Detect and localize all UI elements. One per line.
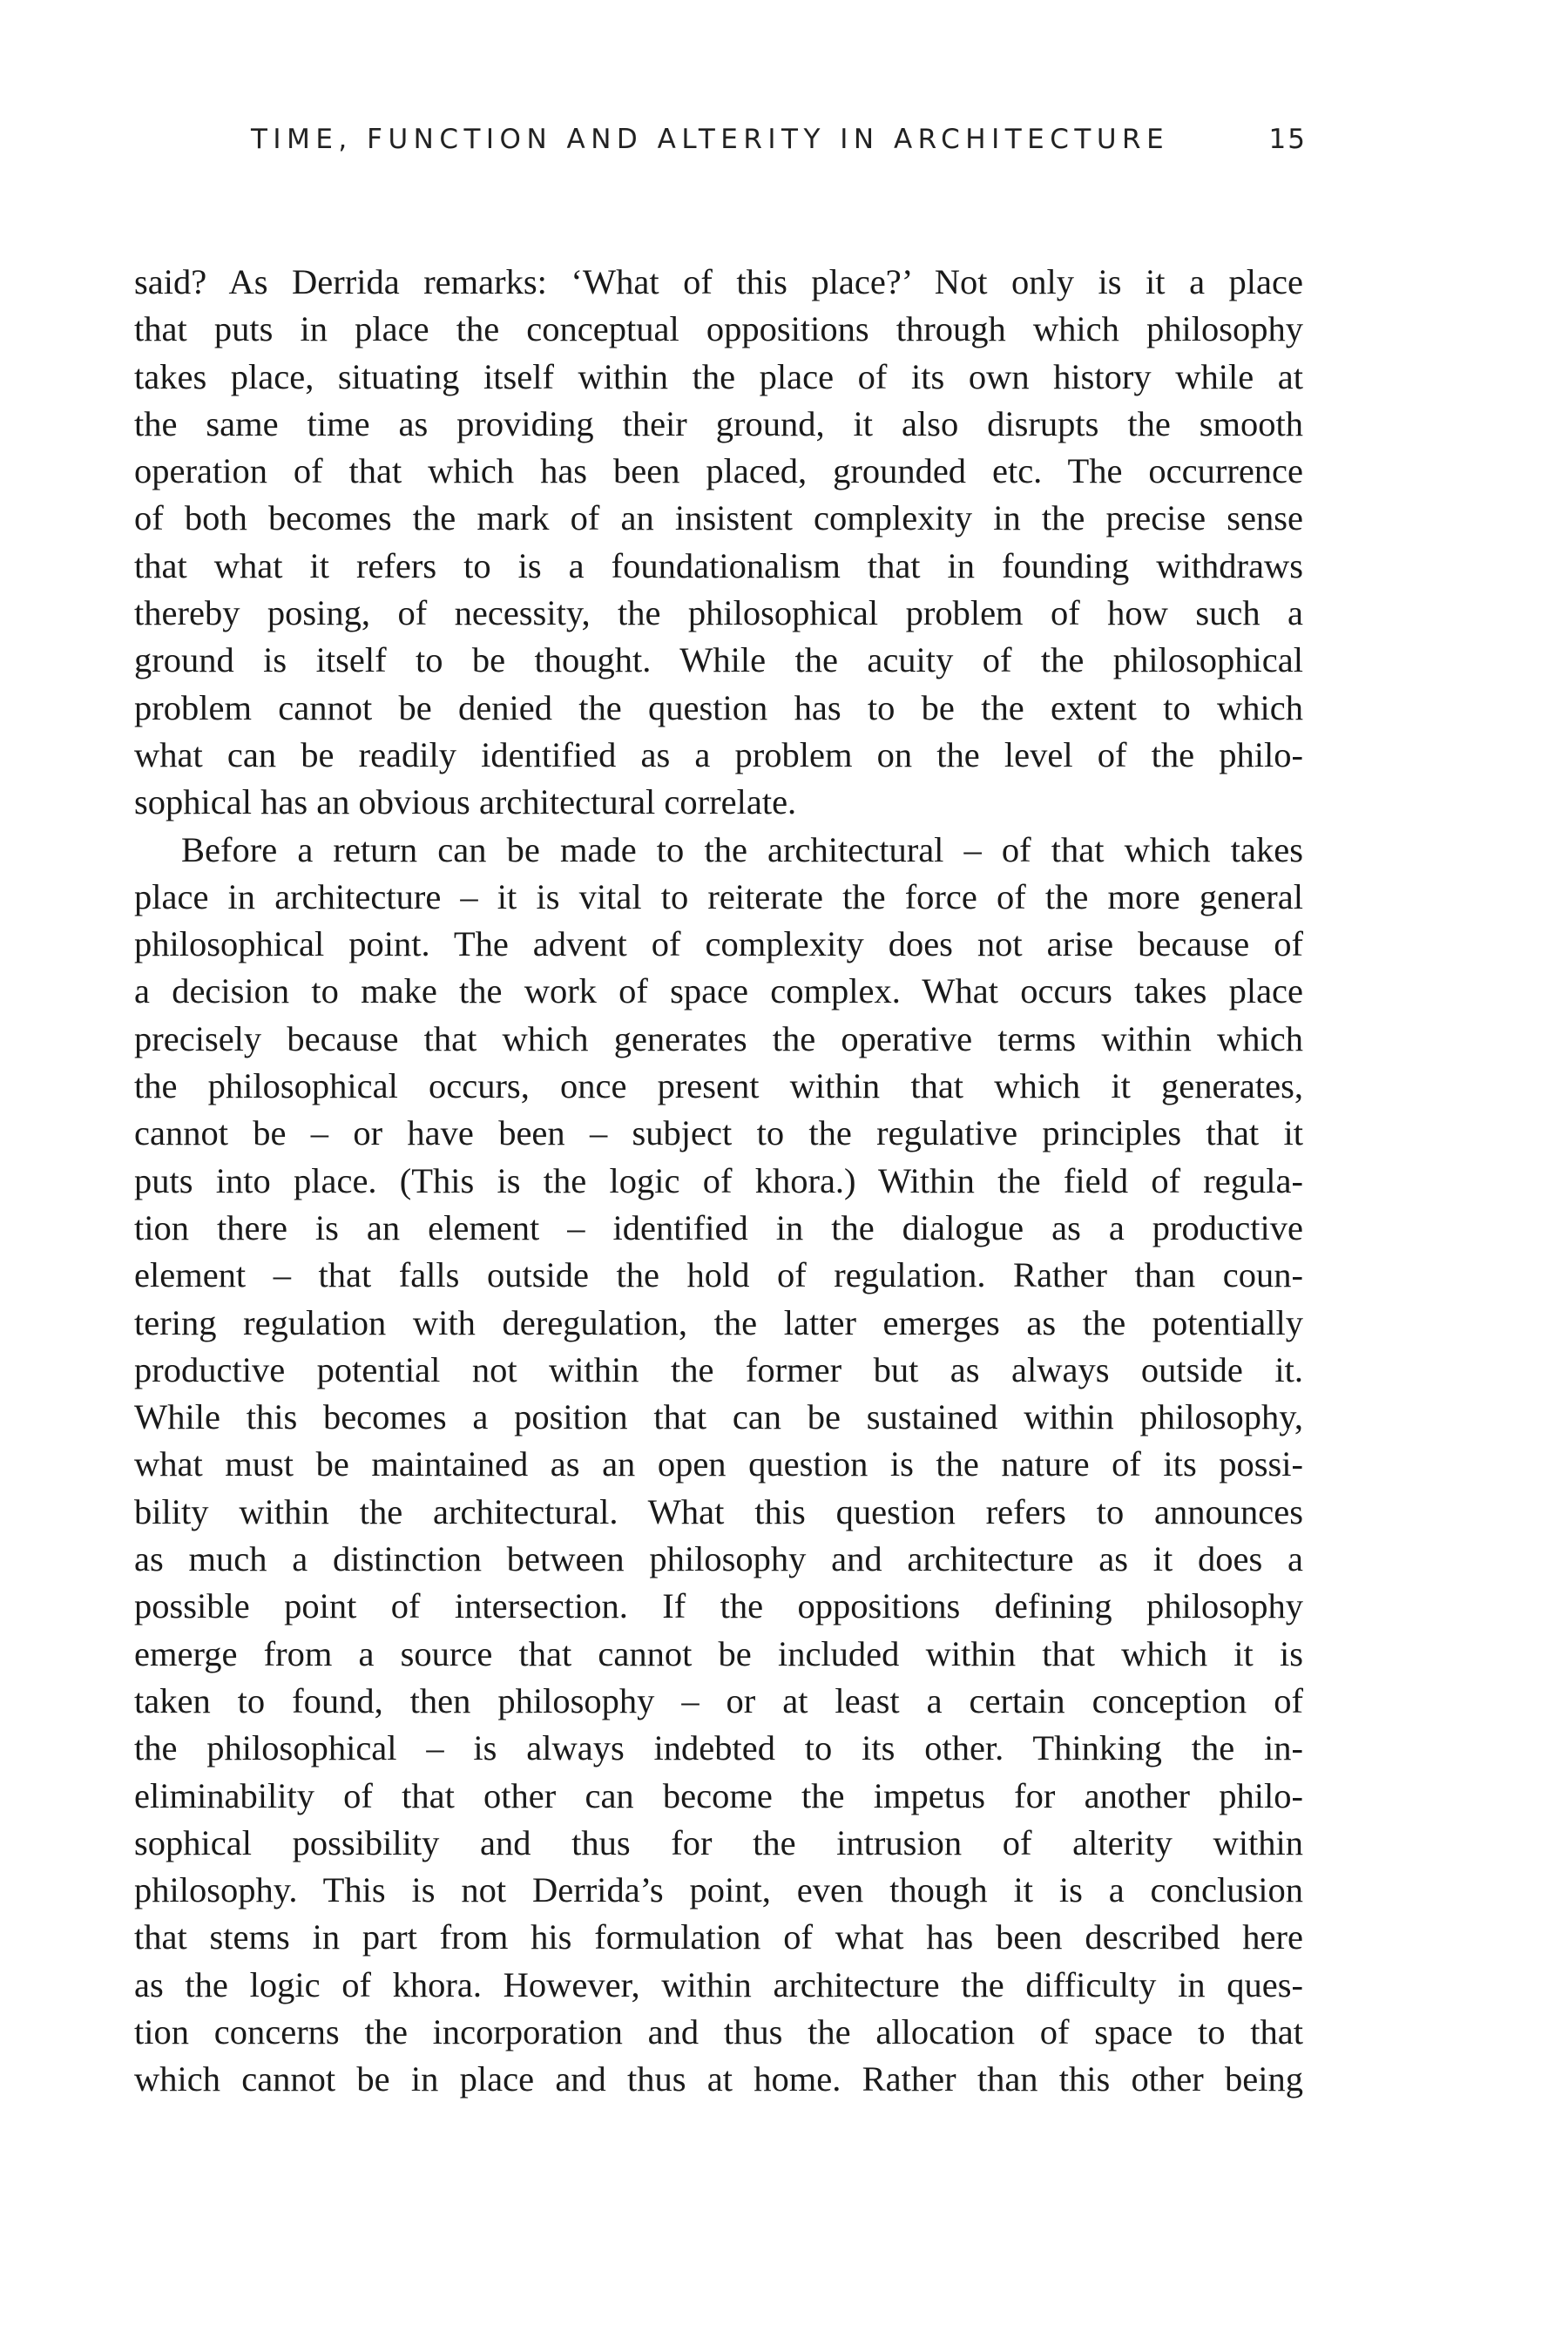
text-line: problem cannot be denied the question has to be the extent to which bbox=[134, 687, 1303, 727]
text-line: philosophy. This is not Derrida’s point, even though it is a conclusion bbox=[134, 1870, 1303, 1910]
text-line: bility within the architectural. What this question refers to announces bbox=[134, 1491, 1303, 1531]
text-line: the philosophical occurs, once present within that which it generates, bbox=[134, 1066, 1303, 1106]
text-line: eliminability of that other can become the impetus for another philo- bbox=[134, 1775, 1303, 1815]
paragraph-1 bbox=[134, 259, 1303, 827]
text-line: of both becomes the mark of an insistent complexity in the precise sense bbox=[134, 498, 1303, 538]
text-line: what must be maintained as an open question is the nature of its possi- bbox=[134, 1444, 1303, 1484]
text-line: element – that falls outside the hold of regulation. Rather than coun- bbox=[134, 1255, 1303, 1295]
text-line: a decision to make the work of space complex. What occurs takes place bbox=[134, 971, 1303, 1011]
text-line: as much a distinction between philosophy and architecture as it does a bbox=[134, 1539, 1303, 1579]
text-line: the philosophical – is always indebted to its other. Thinking the in- bbox=[134, 1728, 1303, 1768]
text-line: place in architecture – it is vital to reiterate the force of the more general bbox=[134, 876, 1303, 916]
text-line: tion there is an element – identified in the dialogue as a productive bbox=[134, 1207, 1303, 1247]
text-line: precisely because that which generates the operative terms within which bbox=[134, 1018, 1303, 1058]
text-line: While this becomes a position that can be sustained within philosophy, bbox=[134, 1397, 1303, 1437]
text-line: ground is itself to be thought. While the acuity of the philosophical bbox=[134, 640, 1303, 680]
text-line: which cannot be in place and thus at home. Rather than this other being bbox=[134, 2059, 1303, 2099]
text-line: tering regulation with deregulation, the latter emerges as the potentially bbox=[134, 1302, 1303, 1342]
page-number: 15 bbox=[1268, 124, 1307, 155]
running-head bbox=[251, 124, 1307, 167]
text-line: that puts in place the conceptual oppositions through which philosophy bbox=[134, 309, 1303, 349]
text-line: that stems in part from his formulation of what has been described here bbox=[134, 1917, 1303, 1957]
running-head-title: TIME, FUNCTION AND ALTERITY IN ARCHITECTURE bbox=[251, 124, 1170, 155]
text-line: philosophical point. The advent of complexity does not arise because of bbox=[134, 924, 1303, 964]
text-line: as the logic of khora. However, within architecture the difficulty in ques- bbox=[134, 1964, 1303, 2004]
text-line: operation of that which has been placed, grounded etc. The occurrence bbox=[134, 451, 1303, 491]
text-line: sophical has an obvious architectural correlate. bbox=[134, 782, 797, 822]
text-line: said? As Derrida remarks: ‘What of this place?’ Not only is it a place bbox=[134, 262, 1303, 301]
paragraph-2 bbox=[134, 827, 1303, 2104]
text-line: takes place, situating itself within the place of its own history while at bbox=[134, 356, 1303, 396]
text-line: thereby posing, of necessity, the philosophical problem of how such a bbox=[134, 593, 1303, 633]
text-line: emerge from a source that cannot be included within that which it is bbox=[134, 1633, 1303, 1673]
body-text bbox=[134, 259, 1303, 2104]
text-line: the same time as providing their ground, it also disrupts the smooth bbox=[134, 403, 1303, 443]
text-line: that what it refers to is a foundationalism that in founding withdraws bbox=[134, 545, 1303, 585]
text-line: Before a return can be made to the architectural – of that which takes bbox=[181, 829, 1303, 869]
text-line: productive potential not within the former but as always outside it. bbox=[134, 1349, 1303, 1389]
text-line: what can be readily identified as a problem on the level of the philo- bbox=[134, 734, 1303, 774]
text-line: cannot be – or have been – subject to the regulative principles that it bbox=[134, 1113, 1303, 1153]
text-line: puts into place. (This is the logic of khora.) Within the field of regula- bbox=[134, 1160, 1303, 1200]
text-line: possible point of intersection. If the oppositions defining philosophy bbox=[134, 1586, 1303, 1626]
text-line: taken to found, then philosophy – or at least a certain conception of bbox=[134, 1680, 1303, 1720]
text-line: tion concerns the incorporation and thus the allocation of space to that bbox=[134, 2011, 1303, 2051]
text-line: sophical possibility and thus for the intrusion of alterity within bbox=[134, 1822, 1303, 1862]
